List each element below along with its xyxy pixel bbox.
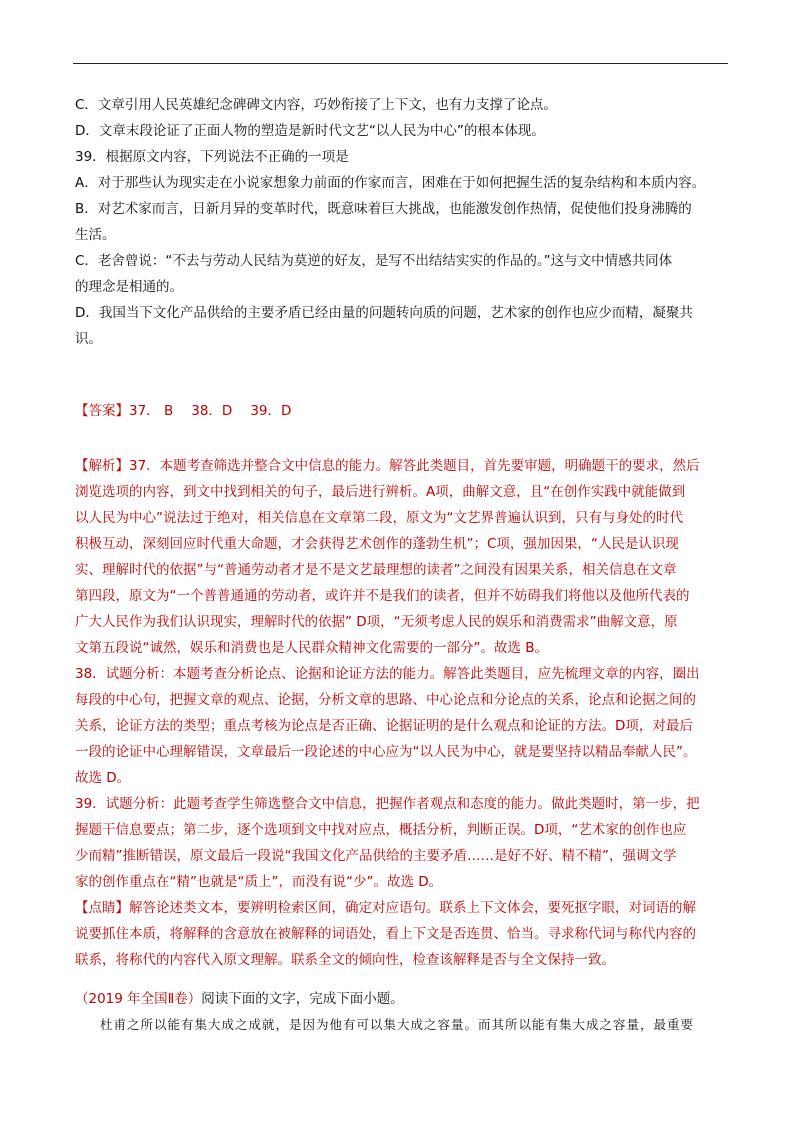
answer-item: 37． B <box>129 403 174 419</box>
analysis-line: 少而精”推断错误，原文最后一段说“我国文化产品供给的主要矛盾……是好不好、精不精”，强调文学 <box>75 848 677 864</box>
instruction-text: 阅读下面的文字，完成下面小题。 <box>201 991 404 1007</box>
top-divider <box>73 63 728 64</box>
option-line: B．对艺术家而言，日新月异的变革时代，既意味着巨大挑战，也能激发创作热情，促使他们投身沸腾的 <box>75 201 692 217</box>
option-line: 的理念是相通的。 <box>75 279 183 295</box>
option-line: D．我国当下文化产品供给的主要矛盾已经由量的问题转向质的问题，艺术家的创作也应少而精，凝聚共 <box>75 305 693 321</box>
analysis-line: 【解析】37．本题考查筛选并整合文中信息的能力。解答此类题目，首先要审题，明确题干的要求，然后 <box>75 458 700 474</box>
analysis-line: 每段的中心句，把握文章的观点、论据，分析文章的思路、中心论点和分论点的关系，论点和论据之间的 <box>75 692 696 708</box>
option-line: 生活。 <box>75 227 116 243</box>
analysis-section <box>75 453 727 973</box>
analysis-line: 关系，论证方法的类型；重点考核为论点是否正确、论据证明的是什么观点和论证的方法。D项，对最后 <box>75 718 693 734</box>
analysis-line: 一段的论证中心理解错误，文章最后一段论述的中心应为“以人民为中心，就是要坚持以精品奉献人民”。 <box>75 744 697 760</box>
analysis-line: 文第五段说“诚然，娱乐和消费也是人民群众精神文化需要的一部分”。故选 B。 <box>75 640 549 656</box>
answer-item: 39．D <box>250 403 292 419</box>
option-line: A．对于那些认为现实走在小说家想象力前面的作家而言，困难在于如何把握生活的复杂结构和本质内容。 <box>75 175 706 191</box>
question-stem: 39．根据原文内容，下列说法不正确的一项是 <box>75 149 349 165</box>
analysis-line: 握题干信息要点；第二步，逐个选项到文中找对应点，概括分析，判断正误。D项，“艺术家的创作也应 <box>75 822 687 838</box>
option-line: 识。 <box>75 331 102 347</box>
analysis-line: 第四段，原文为“一个普普通通的劳动者，或许并不是我们的读者，但并不妨碍我们将他以及他所代表的 <box>75 588 690 604</box>
analysis-line: 【点睛】解答论述类文本，要辨明检索区间，确定对应语句。联系上下文体会，要死抠字眼，对词语的解 <box>75 900 696 916</box>
answer-item: 38．D <box>191 403 233 419</box>
option-line: C．文章引用人民英雄纪念碑碑文内容，巧妙衔接了上下文，也有力支撑了论点。 <box>75 97 557 113</box>
analysis-line: 39．试题分析：此题考查学生筛选整合文中信息，把握作者观点和态度的能力。做此类题时，第一步，把 <box>75 796 700 812</box>
analysis-line: 家的创作重点在“精”也就是“质上”，而没有说“少”。故选 D。 <box>75 874 443 890</box>
answer-label: 【答案】 <box>75 403 129 419</box>
analysis-line: 以人民为中心”说法过于绝对，相关信息在文章第二段，原文为“文艺界普遍认识到，只有与身处的时代 <box>75 510 683 526</box>
analysis-line: 说要抓住本质，将解释的含意放在被解释的词语处，看上下文是否连贯、恰当。寻求称代词与称代内容的 <box>75 926 696 942</box>
analysis-line: 广大人民作为我们认识现实，理解时代的依据” D项，“无须考虑人民的娱乐和消费需求”曲解文意，原 <box>75 614 678 630</box>
option-line: C．老舍曾说：“不去与劳动人民结为莫逆的好友，是写不出结结实实的作品的。”这与文中情感共同体 <box>75 253 673 269</box>
passage-line: 杜甫之所以能有集大成之成就，是因为他有可以集大成之容量。而其所以能有集大成之容量，最重要 <box>100 1017 695 1032</box>
analysis-line: 故选 D。 <box>75 770 131 786</box>
next-question-section <box>75 986 727 1038</box>
analysis-line: 浏览选项的内容，到文中找到相关的句子，最后进行辨析。A项，曲解文意，且“在创作实践中就能做到 <box>75 484 686 500</box>
answer-line <box>75 398 727 424</box>
section-heading <box>75 986 727 1012</box>
analysis-line: 38．试题分析：本题考查分析论点、论据和论证方法的能力。解答此类题目，应先梳理文章的内容，圈出 <box>75 666 700 682</box>
question-options <box>75 92 727 352</box>
option-line: D．文章末段论证了正面人物的塑造是新时代文艺“以人民为中心”的根本体现。 <box>75 123 545 139</box>
analysis-line: 联系，将称代的内容代入原文理解。联系全文的倾向性，检查该解释是否与全文保持一致。 <box>75 952 615 968</box>
analysis-line: 实、理解时代的依据”与“普通劳动者才是不是文艺最理想的读者”之间没有因果关系，相关信息在文章 <box>75 562 677 578</box>
analysis-line: 积极互动，深刻回应时代重大命题，才会获得艺术创作的蓬勃生机”；C项，强加因果，“人民是认识现 <box>75 536 679 552</box>
exam-source-label: （2019 年全国Ⅱ卷） <box>75 991 202 1007</box>
